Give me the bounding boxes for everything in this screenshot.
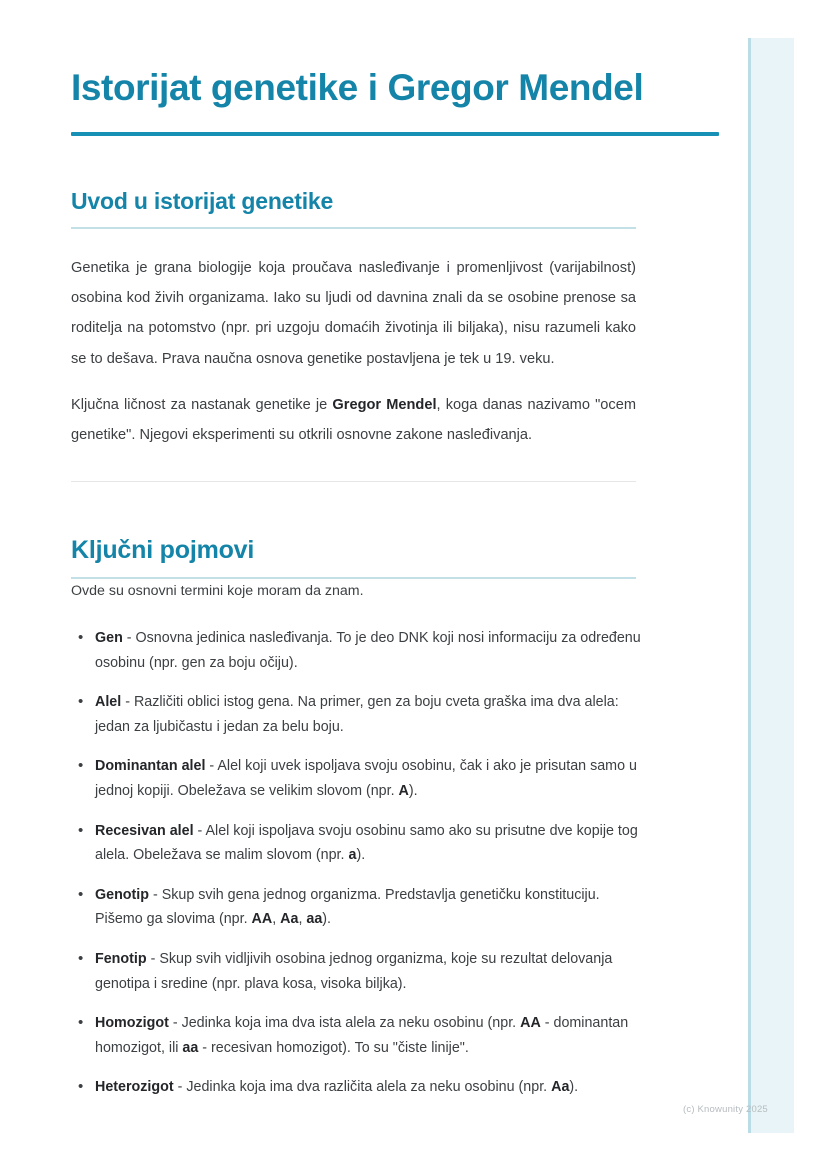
- text-run: - Različiti oblici istog gena. Na primer, gen za boju cveta graška ima dva alela: jedan za ljubičastu i jedan za belu boju.: [95, 694, 619, 735]
- text-run: - Skup svih vidljivih osobina jednog organizma, koje su rezultat delovanja genotipa i sredine (npr. plava kosa, visoka biljka).: [95, 950, 613, 992]
- bold-term: aa: [306, 911, 323, 928]
- bold-term: Fenotip: [95, 950, 147, 967]
- title-underline-rule: [71, 132, 719, 136]
- terms-intro-text: Ovde su osnovni termini koje moram da znam.: [71, 582, 364, 599]
- list-item: [71, 947, 643, 996]
- list-item: [71, 626, 643, 675]
- text-run: ,: [272, 911, 281, 928]
- bold-term: Gregor Mendel: [332, 396, 437, 413]
- bold-term: aa: [182, 1039, 199, 1056]
- text-run: Ključna ličnost za nastanak genetike je: [71, 396, 333, 413]
- paragraph-2: [71, 390, 636, 451]
- section-heading-uvod: Uvod u istorijat genetike: [71, 187, 334, 214]
- list-item: [71, 883, 643, 932]
- section-divider: [71, 481, 636, 482]
- list-item: [71, 690, 643, 739]
- text-run: - Osnovna jedinica nasleđivanja. To je deo DNK koji nosi informaciju za određenu osobinu (npr. gen za boju očiju).: [95, 630, 641, 671]
- text-run: , koga danas nazivamo "ocem genetike". Njegovi eksperimenti su otkrili osnovne zakone nasleđivanja.: [71, 396, 636, 444]
- list-item: [71, 1075, 643, 1100]
- bold-term: Aa: [280, 911, 299, 928]
- section-heading-kljucni-pojmovi: Ključni pojmovi: [71, 535, 255, 564]
- section-kljucni-pojmovi: [71, 536, 731, 1100]
- text-run: ).: [408, 783, 418, 800]
- paragraph-1: [71, 253, 636, 374]
- page-title: Istorijat genetike i Gregor Mendel: [71, 67, 644, 108]
- text-run: - recesivan homozigot). To su "čiste linije".: [198, 1039, 469, 1056]
- text-run: - Jedinka koja ima dva ista alela za neku osobinu (npr.: [168, 1015, 521, 1032]
- footer-credit: (c) Knowunity 2025: [683, 1104, 768, 1115]
- text-run: Genetika je grana biologije koja proučava nasleđivanje i promenljivost (varijabilnost) osobina kod živih organizama. Iako su ljudi od davnina znali da se osobine prenose sa roditelja na potomstvo (npr. pri uzgoju domaćih životinja ili biljaka), nisu razumeli kako se to dešava. Prava naučna osnova genetike postavljena je tek u 19. veku.: [71, 259, 636, 367]
- bold-term: Gen: [95, 630, 123, 647]
- list-item: [71, 1011, 643, 1060]
- text-run: - dominantan homozigot, ili: [95, 1015, 629, 1056]
- text-run: ).: [569, 1079, 579, 1096]
- bold-term: Heterozigot: [95, 1079, 174, 1096]
- bold-term: Genotip: [95, 886, 150, 903]
- bold-term: AA: [251, 911, 273, 928]
- list-item: [71, 754, 643, 803]
- text-run: ,: [298, 911, 307, 928]
- text-run: ).: [356, 847, 366, 864]
- list-item: [71, 819, 643, 868]
- section-heading-rule: [71, 227, 636, 229]
- bold-term: a: [348, 847, 357, 864]
- bold-term: A: [398, 783, 409, 800]
- bold-term: Dominantan alel: [95, 758, 206, 775]
- text-run: - Alel koji uvek ispoljava svoju osobinu, čak i ako je prisutan samo u jednoj kopiji. Obeležava se velikim slovom (npr.: [95, 758, 637, 800]
- text-run: - Alel koji ispoljava svoju osobinu samo ako su prisutne dve kopije tog alela. Obeležava se malim slovom (npr.: [95, 822, 638, 864]
- intro-paragraphs: [71, 253, 731, 451]
- bold-term: Homozigot: [95, 1015, 169, 1032]
- bold-term: AA: [520, 1015, 541, 1032]
- text-run: ).: [322, 911, 332, 928]
- key-terms-list: [71, 626, 643, 1100]
- text-run: - Skup svih gena jednog organizma. Predstavlja genetičku konstituciju. Pišemo ga slovima (npr.: [95, 886, 600, 928]
- bold-term: Aa: [551, 1079, 570, 1096]
- text-run: - Jedinka koja ima dva različita alela za neku osobinu (npr.: [173, 1079, 552, 1096]
- section-uvod: [71, 188, 731, 451]
- bold-term: Alel: [95, 694, 122, 711]
- bold-term: Recesivan alel: [95, 822, 194, 839]
